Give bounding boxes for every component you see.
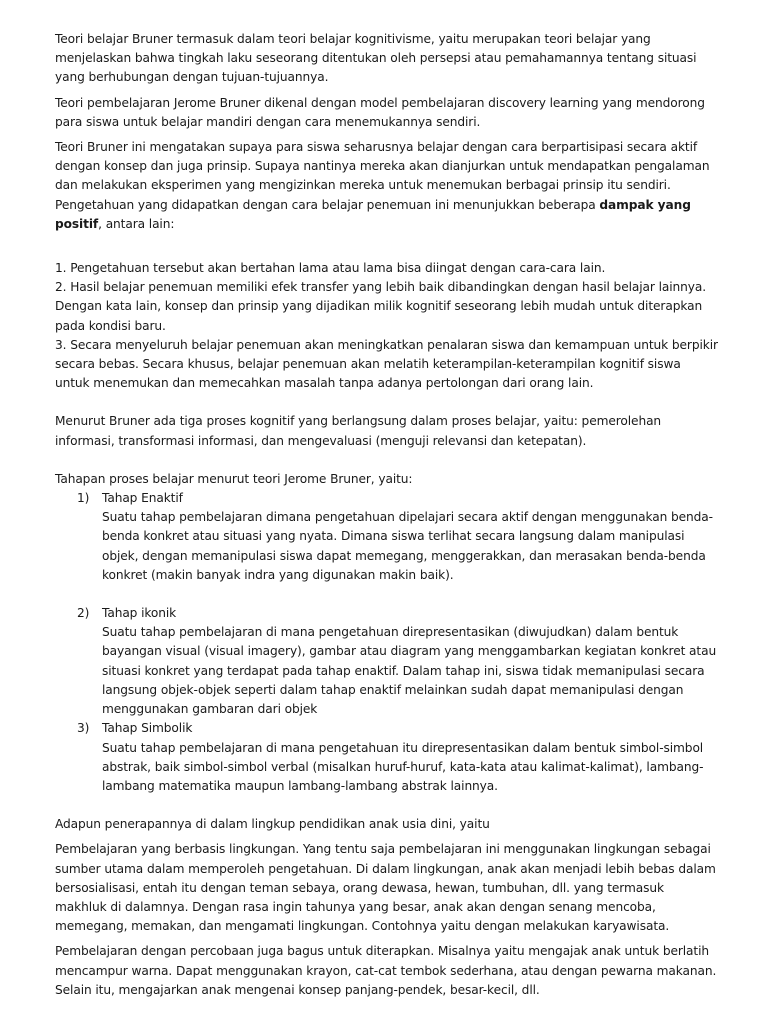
stage-title: Tahap Enaktif — [102, 491, 183, 506]
stage-description: Suatu tahap pembelajaran dimana pengetahuan dipelajari secara aktif dengan menggunakan benda-benda konkret atau situasi yang nyata. Dimana siswa terlihat secara langsung dalam manipulasi objek, dengan memanipulasi siswa dapat memegang, menggerakkan, dan merasakan benda-benda konkret (makin banyak indra yang digunakan makin baik). — [102, 510, 713, 582]
stage-item-1 — [77, 489, 718, 585]
stage-number: 3) — [77, 721, 90, 736]
stage-number: 2) — [77, 606, 90, 621]
bruner-paragraph-bold: dampak yang positif — [55, 197, 691, 231]
stage-description: Suatu tahap pembelajaran di mana pengetahuan itu direpresentasikan dalam bentuk simbol-simbol abstrak, baik simbol-simbol verbal (misalkan huruf-huruf, kata-kata atau kalimat-kalimat), lambang-lambang matematika maupun lambang-lambang abstrak lainnya. — [102, 740, 704, 793]
impact-item-2: 2. Hasil belajar penemuan memiliki efek transfer yang lebih baik dibandingkan dengan hasil belajar lainnya. Dengan kata lain, konsep dan prinsip yang dijadikan milik kognitif seseorang lebih mudah untuk diterapkan pada kondisi baru. — [55, 280, 707, 333]
spacer — [55, 585, 718, 604]
early-childhood-paragraph-1: Pembelajaran yang berbasis lingkungan. Yang tentu saja pembelajaran ini menggunakan lingkungan sebagai sumber utama dalam memperoleh pengetahuan. Di dalam lingkungan, anak akan menjadi lebih bebas dalam bersosialisasi, entah itu dengan teman sebaya, orang dewasa, hewan, tumbuhan, dll. yang termasuk makhluk di dalamnya. Dengan rasa ingin tahunya yang besar, anak akan dengan senang mencoba, memegang, memakan, dan mengamati lingkungan. Contohnya yaitu dengan melakukan karyawisata. — [55, 842, 716, 934]
bruner-paragraph — [55, 138, 718, 234]
early-childhood-paragraph-2: Pembelajaran dengan percobaan juga bagus untuk diterapkan. Misalnya yaitu mengajak anak untuk berlatih mencampur warna. Dapat menggunakan krayon, cat-cat tembok sederhana, atau dengan pewarna makanan. Selain itu, mengajarkan anak mengenai konsep panjang-pendek, besar-kecil, dll. — [55, 944, 717, 997]
stage-number: 1) — [77, 491, 90, 506]
early-childhood-intro: Adapun penerapannya di dalam lingkup pendidikan anak usia dini, yaitu — [55, 817, 490, 832]
spacer — [55, 393, 718, 412]
stage-description: Suatu tahap pembelajaran di mana pengetahuan direpresentasikan (diwujudkan) dalam bentuk bayangan visual (visual imagery), gambar atau diagram yang menggambarkan kegiatan konkret atau situasi konkret yang terdapat pada tahap enaktif. Dalam tahap ini, siswa tidak memanipulasi secara langsung objek-objek seperti dalam tahap enaktif melainkan sudah dapat memanipulasi dengan menggunakan gambaran dari objek — [102, 625, 717, 717]
impact-item-1: 1. Pengetahuan tersebut akan bertahan lama atau lama bisa diingat dengan cara-cara lain. — [55, 261, 606, 276]
cognitive-paragraph: Menurut Bruner ada tiga proses kognitif yang berlangsung dalam proses belajar, yaitu: pemerolehan informasi, transformasi informasi, dan mengevaluasi (menguji relevansi dan ketepatan). — [55, 414, 662, 448]
impact-list — [55, 259, 718, 393]
bruner-paragraph-text: Teori Bruner ini mengatakan supaya para siswa seharusnya belajar dengan cara berpartisipasi secara aktif dengan konsep dan juga prinsip. Supaya nantinya mereka akan dianjurkan untuk mendapatkan pengalaman dan melakukan eksperimen yang mengizinkan mereka untuk menemukan berbagai prinsip itu sendiri. Pengetahuan yang didapatkan dengan cara belajar penemuan ini menunjukkan beberapa — [55, 140, 710, 212]
stage-item-2 — [77, 604, 718, 719]
spacer — [55, 451, 718, 470]
intro-paragraph-1: Teori belajar Bruner termasuk dalam teori belajar kognitivisme, yaitu merupakan teori belajar yang menjelaskan bahwa tingkah laku seseorang ditentukan oleh persepsi atau pemahamannya tentang situasi yang berhubungan dengan tujuan-tujuannya. — [55, 32, 697, 85]
spacer — [55, 796, 718, 815]
spacer — [55, 240, 718, 259]
stage-item-3 — [77, 719, 718, 796]
intro-paragraph-2: Teori pembelajaran Jerome Bruner dikenal dengan model pembelajaran discovery learning yang mendorong para siswa untuk belajar mandiri dengan cara menemukannya sendiri. — [55, 95, 705, 129]
stage-title: Tahap Simbolik — [102, 721, 193, 736]
stages-intro: Tahapan proses belajar menurut teori Jerome Bruner, yaitu: — [55, 471, 413, 486]
impact-item-3: 3. Secara menyeluruh belajar penemuan akan meningkatkan penalaran siswa dan kemampuan untuk berpikir secara bebas. Secara khusus, belajar penemuan akan melatih keterampilan-keterampilan kognitif siswa untuk menemukan dan memecahkan masalah tanpa adanya pertolongan dari orang lain. — [55, 337, 718, 391]
bruner-paragraph-tail: , antara lain: — [98, 216, 175, 231]
stage-title: Tahap ikonik — [102, 606, 177, 621]
